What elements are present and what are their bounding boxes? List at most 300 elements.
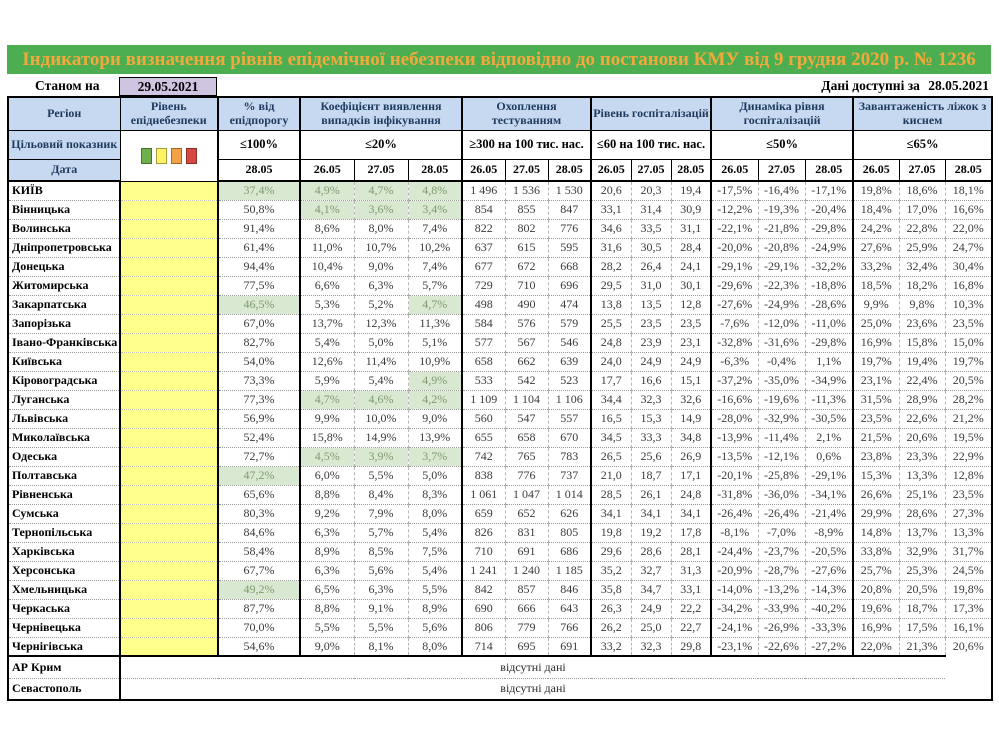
value-cell: 805	[548, 523, 591, 542]
value-cell: 23,8%	[853, 447, 899, 466]
value-cell: 22,8%	[899, 219, 945, 238]
value-cell: -12,1%	[758, 447, 805, 466]
value-cell: 826	[462, 523, 505, 542]
value-cell: 54,6%	[218, 637, 300, 656]
value-cell: 26,6%	[853, 485, 899, 504]
value-cell: 30,9	[671, 200, 711, 219]
value-cell: 26,9	[671, 447, 711, 466]
value-cell: 31,0	[631, 276, 671, 295]
date-cell: 26.05	[711, 159, 758, 181]
value-cell: 35,2	[591, 561, 631, 580]
value-cell: 73,3%	[218, 371, 300, 390]
value-cell: 776	[505, 466, 548, 485]
value-cell: 46,5%	[218, 295, 300, 314]
value-cell: 34,4	[591, 390, 631, 409]
value-cell: 80,3%	[218, 504, 300, 523]
value-cell: 5,5%	[354, 466, 408, 485]
value-cell: 766	[548, 618, 591, 637]
value-cell: 20,5%	[899, 580, 945, 599]
value-cell: -20,0%	[711, 238, 758, 257]
value-cell: 84,6%	[218, 523, 300, 542]
value-cell: 4,6%	[354, 390, 408, 409]
value-cell: 1 530	[548, 181, 591, 200]
value-cell: 765	[505, 447, 548, 466]
region-name: Закарпатська	[8, 295, 120, 314]
value-cell: 4,5%	[300, 447, 354, 466]
region-row	[8, 447, 992, 466]
region-name: Київська	[8, 352, 120, 371]
value-cell: 29,8	[671, 637, 711, 656]
region-row	[8, 238, 992, 257]
region-name: Миколаївська	[8, 428, 120, 447]
value-cell: 15,0%	[945, 333, 992, 352]
value-cell: 615	[505, 238, 548, 257]
value-cell: 5,1%	[408, 333, 462, 352]
value-cell: 533	[462, 371, 505, 390]
value-cell: 19,7%	[945, 352, 992, 371]
value-cell: 560	[462, 409, 505, 428]
value-cell: 10,7%	[354, 238, 408, 257]
value-cell: -24,9%	[805, 238, 853, 257]
value-cell: 8,4%	[354, 485, 408, 504]
value-cell: 52,4%	[218, 428, 300, 447]
target-row-label: Цільовий показник	[8, 130, 120, 159]
value-cell: 5,5%	[354, 618, 408, 637]
value-cell: 8,5%	[354, 542, 408, 561]
pct-threshold-header: % від епідпорогу	[218, 97, 300, 130]
value-cell: 8,3%	[408, 485, 462, 504]
region-row	[8, 295, 992, 314]
region-name: Харківська	[8, 542, 120, 561]
value-cell: 26,3	[591, 599, 631, 618]
value-cell: 4,9%	[300, 181, 354, 200]
value-cell: 8,0%	[408, 504, 462, 523]
value-cell: 16,9%	[853, 618, 899, 637]
value-cell: -33,3%	[805, 618, 853, 637]
value-cell: -32,9%	[758, 409, 805, 428]
region-name: Донецька	[8, 257, 120, 276]
hospitalization-dynamics-header: Динаміка рівня госпіталізацій	[711, 97, 853, 130]
value-cell: 18,7%	[899, 599, 945, 618]
value-cell: 34,1	[671, 504, 711, 523]
value-cell: 23,5%	[945, 485, 992, 504]
value-cell: 4,7%	[300, 390, 354, 409]
risk-level-cell	[120, 371, 218, 390]
value-cell: 659	[462, 504, 505, 523]
value-cell: -21,8%	[758, 219, 805, 238]
region-name: Хмельницька	[8, 580, 120, 599]
region-name: Полтавська	[8, 466, 120, 485]
value-cell: 22,9%	[945, 447, 992, 466]
value-cell: 5,4%	[354, 371, 408, 390]
value-cell: 655	[462, 428, 505, 447]
value-cell: 8,0%	[354, 219, 408, 238]
risk-level-cell	[120, 428, 218, 447]
region-name: Львівська	[8, 409, 120, 428]
hospitalization-level-header: Рівень госпіталізацій	[591, 97, 711, 130]
value-cell: 67,0%	[218, 314, 300, 333]
value-cell: 28,1	[671, 542, 711, 561]
value-cell: 77,3%	[218, 390, 300, 409]
value-cell: 25,0	[631, 618, 671, 637]
date-cell: 28.05	[805, 159, 853, 181]
value-cell: -7,6%	[711, 314, 758, 333]
data-available-date: 28.05.2021	[928, 78, 989, 93]
value-cell: -32,8%	[711, 333, 758, 352]
value-cell: -17,1%	[805, 181, 853, 200]
value-cell: 65,6%	[218, 485, 300, 504]
as-of-date: 29.05.2021	[119, 77, 217, 96]
target-cell: ≤100%	[218, 130, 300, 159]
value-cell: 783	[548, 447, 591, 466]
value-cell: 4,7%	[408, 295, 462, 314]
value-cell: -0,4%	[758, 352, 805, 371]
value-cell: 595	[548, 238, 591, 257]
region-name: Вінницька	[8, 200, 120, 219]
date-cell: 28.05	[218, 159, 300, 181]
value-cell: -22,1%	[711, 219, 758, 238]
value-cell: 490	[505, 295, 548, 314]
value-cell: -8,1%	[711, 523, 758, 542]
value-cell: 691	[505, 542, 548, 561]
value-cell: 31,7%	[945, 542, 992, 561]
value-cell: 776	[548, 219, 591, 238]
value-cell: 12,8%	[945, 466, 992, 485]
value-cell: -25,8%	[758, 466, 805, 485]
value-cell: 19,2	[631, 523, 671, 542]
value-cell: 1 106	[548, 390, 591, 409]
value-cell: 18,5%	[853, 276, 899, 295]
target-cell: ≤60 на 100 тис. нас.	[591, 130, 711, 159]
value-cell: 25,1%	[899, 485, 945, 504]
value-cell: 714	[462, 637, 505, 656]
value-cell: 8,8%	[300, 599, 354, 618]
value-cell: 3,4%	[408, 200, 462, 219]
value-cell: 54,0%	[218, 352, 300, 371]
value-cell: 28,2	[591, 257, 631, 276]
value-cell: 25,0%	[853, 314, 899, 333]
value-cell: 32,4%	[899, 257, 945, 276]
value-cell: 8,9%	[408, 599, 462, 618]
value-cell: 1 014	[548, 485, 591, 504]
region-name: КИЇВ	[8, 181, 120, 200]
value-cell: 33,1	[591, 200, 631, 219]
value-cell: 498	[462, 295, 505, 314]
value-cell: 6,3%	[300, 561, 354, 580]
value-cell: 4,2%	[408, 390, 462, 409]
value-cell: 31,1	[671, 219, 711, 238]
value-cell: 9,0%	[300, 637, 354, 656]
value-cell: 30,1	[671, 276, 711, 295]
value-cell: 94,4%	[218, 257, 300, 276]
value-cell: -28,6%	[805, 295, 853, 314]
risk-level-cell	[120, 181, 218, 200]
region-name: Луганська	[8, 390, 120, 409]
value-cell: -34,1%	[805, 485, 853, 504]
region-row	[8, 314, 992, 333]
value-cell: -31,8%	[711, 485, 758, 504]
value-cell: 12,8	[671, 295, 711, 314]
value-cell: 22,0%	[945, 219, 992, 238]
value-cell: 22,4%	[899, 371, 945, 390]
target-cell: ≤65%	[853, 130, 992, 159]
value-cell: 668	[548, 257, 591, 276]
value-cell: 13,7%	[899, 523, 945, 542]
region-row	[8, 656, 992, 678]
value-cell: 567	[505, 333, 548, 352]
value-cell: -29,8%	[805, 333, 853, 352]
risk-level-cell	[120, 523, 218, 542]
region-name: Волинська	[8, 219, 120, 238]
value-cell: -29,6%	[711, 276, 758, 295]
value-cell: 1 185	[548, 561, 591, 580]
value-cell: 710	[462, 542, 505, 561]
value-cell: -26,9%	[758, 618, 805, 637]
value-cell: 19,4%	[899, 352, 945, 371]
value-cell: 2,1%	[805, 428, 853, 447]
value-cell: 30,4%	[945, 257, 992, 276]
value-cell: 24,9	[631, 599, 671, 618]
value-cell: 23,1	[671, 333, 711, 352]
value-cell: 9,9%	[300, 409, 354, 428]
value-cell: -35,0%	[758, 371, 805, 390]
value-cell: -8,9%	[805, 523, 853, 542]
value-cell: 9,0%	[408, 409, 462, 428]
value-cell: 33,5	[631, 219, 671, 238]
value-cell: 8,6%	[300, 219, 354, 238]
value-cell: 28,5	[591, 485, 631, 504]
value-cell: 1 061	[462, 485, 505, 504]
region-name: Черкаська	[8, 599, 120, 618]
value-cell: 643	[548, 599, 591, 618]
value-cell: 25,6	[631, 447, 671, 466]
value-cell: 30,5	[631, 238, 671, 257]
risk-level-cell	[120, 200, 218, 219]
value-cell: 34,5	[591, 428, 631, 447]
value-cell: 34,1	[631, 504, 671, 523]
value-cell: 70,0%	[218, 618, 300, 637]
risk-level-header: Рівень епіднебезпеки	[120, 97, 218, 130]
region-row	[8, 200, 992, 219]
oxygen-beds-header: Завантаженість ліжок з киснем	[853, 97, 992, 130]
value-cell: 11,3%	[408, 314, 462, 333]
value-cell: 8,0%	[408, 637, 462, 656]
value-cell: 1 496	[462, 181, 505, 200]
value-cell: 9,9%	[853, 295, 899, 314]
value-cell: 6,6%	[300, 276, 354, 295]
value-cell: 22,2	[671, 599, 711, 618]
value-cell: 15,8%	[899, 333, 945, 352]
value-cell: 26,5	[591, 447, 631, 466]
value-cell: -14,3%	[805, 580, 853, 599]
value-cell: 13,7%	[300, 314, 354, 333]
value-cell: 8,9%	[300, 542, 354, 561]
value-cell: 58,4%	[218, 542, 300, 561]
value-cell: 686	[548, 542, 591, 561]
value-cell: -20,4%	[805, 200, 853, 219]
risk-level-cell	[120, 333, 218, 352]
value-cell: -32,2%	[805, 257, 853, 276]
value-cell: -20,9%	[711, 561, 758, 580]
value-cell: 696	[548, 276, 591, 295]
red-level-swatch	[186, 148, 197, 164]
value-cell: 21,3%	[899, 637, 945, 656]
status-bar	[7, 77, 991, 96]
value-cell: 18,7	[631, 466, 671, 485]
value-cell: 13,5	[631, 295, 671, 314]
value-cell: -20,8%	[758, 238, 805, 257]
value-cell: -34,9%	[805, 371, 853, 390]
date-cell: 27.05	[631, 159, 671, 181]
value-cell: 20,6%	[945, 637, 992, 656]
region-row	[8, 466, 992, 485]
value-cell: 23,5%	[853, 409, 899, 428]
value-cell: 24,8	[671, 485, 711, 504]
value-cell: 639	[548, 352, 591, 371]
value-cell: 20,6%	[899, 428, 945, 447]
value-cell: 23,5	[671, 314, 711, 333]
value-cell: 34,8	[671, 428, 711, 447]
value-cell: 8,8%	[300, 485, 354, 504]
value-cell: -17,5%	[711, 181, 758, 200]
value-cell: 17,1	[671, 466, 711, 485]
value-cell: 584	[462, 314, 505, 333]
value-cell: 16,6%	[945, 200, 992, 219]
target-cell: ≥300 на 100 тис. нас.	[462, 130, 591, 159]
testing-coverage-header: Охоплення тестуванням	[462, 97, 591, 130]
value-cell: 31,6	[591, 238, 631, 257]
value-cell: -27,2%	[805, 637, 853, 656]
value-cell: 25,5	[591, 314, 631, 333]
value-cell: 10,9%	[408, 352, 462, 371]
value-cell: -24,9%	[758, 295, 805, 314]
value-cell: 32,9%	[899, 542, 945, 561]
value-cell: 19,8%	[945, 580, 992, 599]
value-cell: 626	[548, 504, 591, 523]
value-cell: -23,7%	[758, 542, 805, 561]
value-cell: 5,9%	[300, 371, 354, 390]
value-cell: 24,1	[671, 257, 711, 276]
risk-level-cell	[120, 504, 218, 523]
value-cell: 19,8%	[853, 181, 899, 200]
value-cell: 17,0%	[899, 200, 945, 219]
value-cell: 12,3%	[354, 314, 408, 333]
region-row	[8, 257, 992, 276]
region-header: Регіон	[8, 97, 120, 130]
value-cell: 82,7%	[218, 333, 300, 352]
risk-level-cell	[120, 637, 218, 656]
target-cell: ≤50%	[711, 130, 853, 159]
region-row	[8, 678, 992, 700]
value-cell: 847	[548, 200, 591, 219]
value-cell: -7,0%	[758, 523, 805, 542]
value-cell: 652	[505, 504, 548, 523]
value-cell: 19,7%	[853, 352, 899, 371]
detection-coef-header: Коефіцієнт виявлення випадків інфікування	[300, 97, 462, 130]
value-cell: -26,4%	[711, 504, 758, 523]
value-cell: 28,2%	[945, 390, 992, 409]
value-cell: -29,1%	[711, 257, 758, 276]
value-cell: 33,2%	[853, 257, 899, 276]
risk-level-cell	[120, 599, 218, 618]
value-cell: 523	[548, 371, 591, 390]
value-cell: 3,6%	[354, 200, 408, 219]
value-cell: 50,8%	[218, 200, 300, 219]
value-cell: 91,4%	[218, 219, 300, 238]
value-cell: 24,2%	[853, 219, 899, 238]
region-name: Севастополь	[8, 678, 120, 700]
value-cell: 31,3	[671, 561, 711, 580]
value-cell: 72,7%	[218, 447, 300, 466]
value-cell: 546	[548, 333, 591, 352]
value-cell: -27,6%	[711, 295, 758, 314]
value-cell: -24,1%	[711, 618, 758, 637]
value-cell: -23,1%	[711, 637, 758, 656]
risk-level-cell	[120, 618, 218, 637]
value-cell: -28,7%	[758, 561, 805, 580]
value-cell: 47,2%	[218, 466, 300, 485]
value-cell: 25,3%	[899, 561, 945, 580]
region-row	[8, 599, 992, 618]
table-body	[8, 181, 992, 700]
value-cell: 1 104	[505, 390, 548, 409]
region-name: Одеська	[8, 447, 120, 466]
region-row	[8, 276, 992, 295]
value-cell: 5,5%	[408, 580, 462, 599]
value-cell: 22,0%	[853, 637, 899, 656]
as-of-label: Станом на	[35, 78, 100, 93]
value-cell: 17,8	[671, 523, 711, 542]
value-cell: 32,6	[671, 390, 711, 409]
orange-level-swatch	[171, 148, 182, 164]
value-cell: 5,0%	[408, 466, 462, 485]
region-name: Чернівецька	[8, 618, 120, 637]
value-cell: 6,3%	[300, 523, 354, 542]
value-cell: -27,6%	[805, 561, 853, 580]
region-row	[8, 637, 992, 656]
value-cell: 49,2%	[218, 580, 300, 599]
region-name: Івано-Франківська	[8, 333, 120, 352]
value-cell: 13,9%	[408, 428, 462, 447]
value-cell: 10,0%	[354, 409, 408, 428]
value-cell: 666	[505, 599, 548, 618]
region-name: Чернігівська	[8, 637, 120, 656]
value-cell: 26,1	[631, 485, 671, 504]
value-cell: 29,9%	[853, 504, 899, 523]
value-cell: 1 536	[505, 181, 548, 200]
value-cell: 474	[548, 295, 591, 314]
value-cell: 19,5%	[945, 428, 992, 447]
value-cell: -33,9%	[758, 599, 805, 618]
date-cell: 26.05	[853, 159, 899, 181]
value-cell: 1 047	[505, 485, 548, 504]
value-cell: 15,3%	[853, 466, 899, 485]
value-cell: 28,4	[671, 238, 711, 257]
region-row	[8, 409, 992, 428]
value-cell: 9,8%	[899, 295, 945, 314]
value-cell: 557	[548, 409, 591, 428]
risk-level-cell	[120, 276, 218, 295]
value-cell: 34,6	[591, 219, 631, 238]
value-cell: 8,1%	[354, 637, 408, 656]
value-cell: 24,9	[671, 352, 711, 371]
value-cell: 67,7%	[218, 561, 300, 580]
value-cell: -34,2%	[711, 599, 758, 618]
region-name: Запорізька	[8, 314, 120, 333]
value-cell: 0,6%	[805, 447, 853, 466]
value-cell: 855	[505, 200, 548, 219]
value-cell: 9,0%	[354, 257, 408, 276]
